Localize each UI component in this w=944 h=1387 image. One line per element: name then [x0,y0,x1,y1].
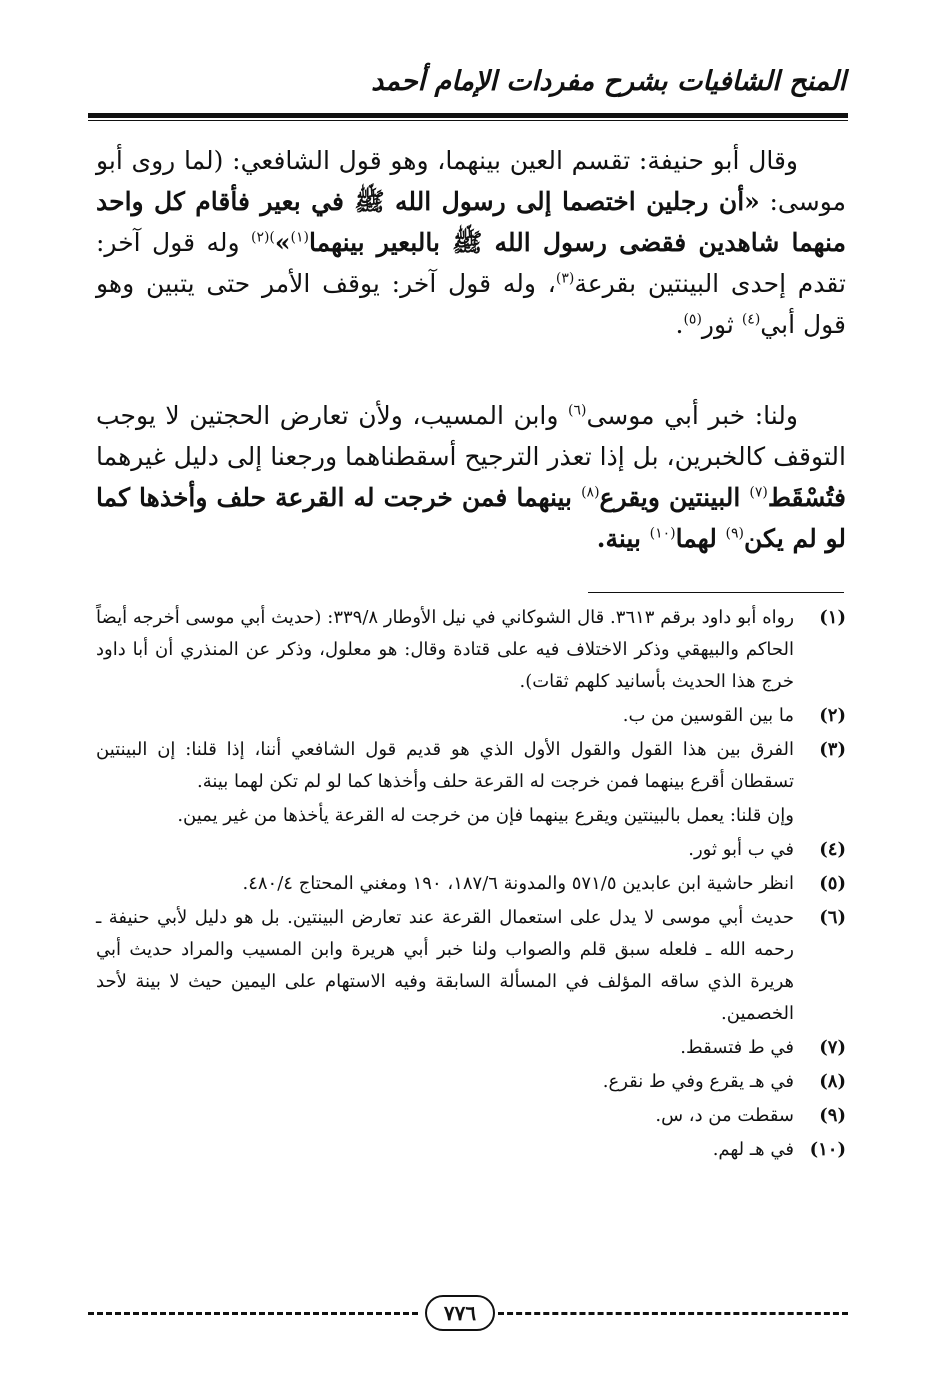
footnote-ref-3: (٣) [555,270,575,287]
footnote-ref-5: (٥) [683,311,702,328]
footnote-text: حديث أبي موسى لا يدل على استعمال القرعة عند تعارض البينتين. بل هو دليل لأبي حنيفة ـ رحمه الله ـ فلعله سبق قلم والصواب ولنا خبر أبي هريرة وابن المسيب والمراد حديث أبي هريرة الذي ساقه المؤلف في المسألة السابقة وفيه الاستهام على اليمين حيث لا بينة لأحد الخصمين. [96,907,794,1024]
footnote-ref-2: )(٢) [250,229,275,246]
footnote-text: رواه أبو داود برقم ٣٦١٣. قال الشوكاني في نيل الأوطار ٣٣٩/٨: (حديث أبي موسى أخرجه أيضاً الحاكم والبيهقي وذكر الاختلاف فيه على قتادة وقال: هو معلول، وذكر عن المنذري أن أبا داود خرج هذا الحديث بأسانيد كلهم ثقات). [96,607,795,692]
footnote-number: (٥) [819,873,846,894]
footnote-number: (٩) [819,1105,846,1126]
text-run-bold: بينهما فمن خرجت له القرعة حلف وأخذها كما لو لم يكن [96,483,846,553]
footnote-7 [96,1032,846,1064]
footnote-separator [588,592,844,593]
footnote-6 [96,902,846,1030]
text-run: ، وله قول آخر: يوقف الأمر حتى يتبين وهو قول أبي [96,269,846,339]
footnote-ref-8: (٨) [581,484,600,501]
text-run: وله قول آخر: تقدم إحدى البينتين بقرعة [96,228,847,298]
footnote-ref-9: (٩) [725,525,744,542]
footnotes [96,602,846,1168]
footnote-number: (٧) [819,1037,846,1058]
paragraph-1 [96,140,846,345]
footnote-ref-10: (١٠) [649,525,676,542]
footnote-10 [96,1134,846,1166]
header-rule-thin [88,120,848,121]
footnote-text: في ط فتسقط. [680,1037,794,1058]
footnote-text: في هـ لهم. [712,1139,794,1160]
footnote-9 [96,1100,846,1132]
footnote-5 [96,868,846,900]
footnote-4 [96,834,846,866]
footnote-number: (٦) [819,907,846,928]
text-run-bold: البينتين ويقرع [599,483,750,512]
page-footer [88,1293,848,1333]
footer-dash-left [88,1312,418,1315]
text-run-bold: بينة. [596,524,650,553]
footnote-text: في هـ يقرع وفي ط نقرع. [602,1071,794,1092]
footnote-ref-7: (٧) [749,484,768,501]
header-rule-thick [88,113,848,118]
text-run: ولنا: خبر أبي موسى [586,401,798,430]
footnote-3-continuation: وإن قلنا: يعمل بالبينتين ويقرع بينهما فإن من خرجت له القرعة يأخذها من غير يمين. [177,805,794,826]
paragraph-2-text [96,395,846,559]
paragraph-2 [96,395,846,559]
running-header: المنح الشافيات بشرح مفردات الإمام أحمد [371,66,846,97]
footnote-text: الفرق بين هذا القول والقول الأول الذي هو قديم قول الشافعي أننا، إذا قلنا: إن البينتين تسقطان أقرع بينهما فمن خرجت له القرعة حلف وأخذها كما لو لم تكن لهما بينة. [96,739,794,792]
footnote-text: في ب أبو ثور. [688,839,794,860]
footnote-text: سقطت من د، س. [655,1105,794,1126]
hadith-text: «أن رجلين اختصما إلى رسول الله ﷺ في بعير فأقام كل واحد منهما شاهدين فقضى رسول الله ﷺ بالبعير بينهما [96,187,846,257]
footnote-3 [96,734,846,798]
text-run: » [274,228,291,257]
footnote-text: ما بين القوسين من ب. [622,705,794,726]
text-run: . [675,310,684,339]
text-run: وقال أبو حنيفة: تقسم العين بينهما، وهو قول الشافعي: (لما روى أبو موسى: [96,146,846,216]
text-run-bold: لهما [675,524,726,553]
footer-dash-right [498,1312,848,1315]
footnote-number: (٣) [819,739,846,760]
footnote-number: (٤) [819,839,846,860]
footnote-ref-1: (١) [290,229,309,246]
text-run-bold: فتُسْقَط [767,483,847,512]
footnote-2 [96,700,846,732]
paragraph-1-text [96,140,846,345]
footnote-text: انظر حاشية ابن عابدين ٥٧١/٥ والمدونة ١٨٧/٦، ١٩٠ ومغني المحتاج ٤٨٠/٤. [242,873,794,894]
text-run: وابن المسيب، ولأن تعارض الحجتين لا يوجب التوقف كالخبرين، بل إذا تعذر الترجيح أسقطناهما ورجعنا إلى دليل غيرهما [96,401,846,471]
footnote-number: (١٠) [809,1139,846,1160]
footnote-ref-4: (٤) [741,311,761,328]
footnote-8 [96,1066,846,1098]
page-number: ٧٧٦ [425,1295,495,1331]
footnote-number: (٢) [819,705,846,726]
text-run: ثور [701,310,742,339]
footnote-1 [96,602,846,698]
footnote-number: (٨) [819,1071,846,1092]
footnote-ref-6: (٦) [568,402,587,419]
footnote-number: (١) [819,607,846,628]
